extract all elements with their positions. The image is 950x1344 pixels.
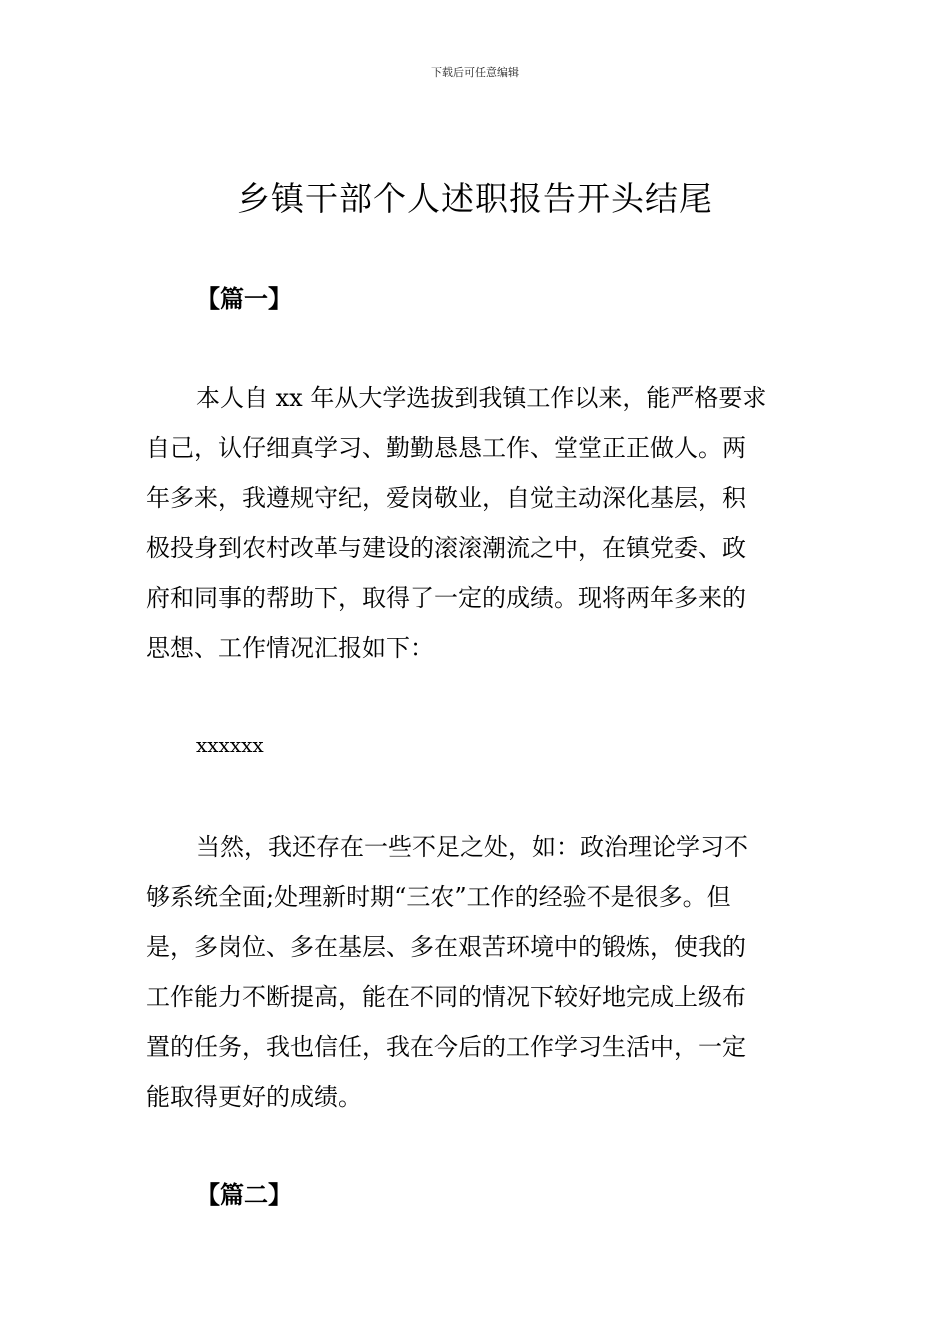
- document-title: 乡镇干部个人述职报告开头结尾: [237, 179, 713, 218]
- paragraph-line: 工作能力不断提高，能在不同的情况下较好地完成上级布: [146, 983, 746, 1011]
- paragraph-line: 能取得更好的成绩。: [146, 1083, 362, 1111]
- paragraph-line: 府和同事的帮助下，取得了一定的成绩。现将两年多来的: [146, 584, 746, 612]
- paragraph-line: 当然，我还存在一些不足之处，如：政治理论学习不: [196, 833, 748, 861]
- section-label: 【篇二】: [196, 1181, 292, 1209]
- header-note: 下载后可任意编辑: [431, 66, 519, 79]
- section-label: 【篇一】: [196, 285, 292, 313]
- intro-paragraph: [146, 373, 806, 673]
- paragraph-line: 思想、工作情况汇报如下：: [146, 634, 434, 662]
- paragraph-line: 年多来，我遵规守纪，爱岗敬业，自觉主动深化基层，积: [146, 484, 746, 512]
- placeholder-text: xxxxxx: [196, 733, 264, 757]
- paragraph-line: 自己，认仔细真学习、勤勤恳恳工作、堂堂正正做人。两: [146, 434, 746, 462]
- paragraph-line: 本人自 xx 年从大学选拔到我镇工作以来，能严格要求: [196, 384, 767, 412]
- paragraph-line: 极投身到农村改革与建设的滚滚潮流之中，在镇党委、政: [146, 534, 746, 562]
- paragraph-line: 是，多岗位、多在基层、多在艰苦环境中的锻炼，使我的: [146, 933, 746, 961]
- closing-paragraph: [146, 822, 806, 1122]
- paragraph-line: 置的任务，我也信任，我在今后的工作学习生活中，一定: [146, 1033, 746, 1061]
- paragraph-line: 够系统全面;处理新时期“三农”工作的经验不是很多。但: [146, 883, 731, 911]
